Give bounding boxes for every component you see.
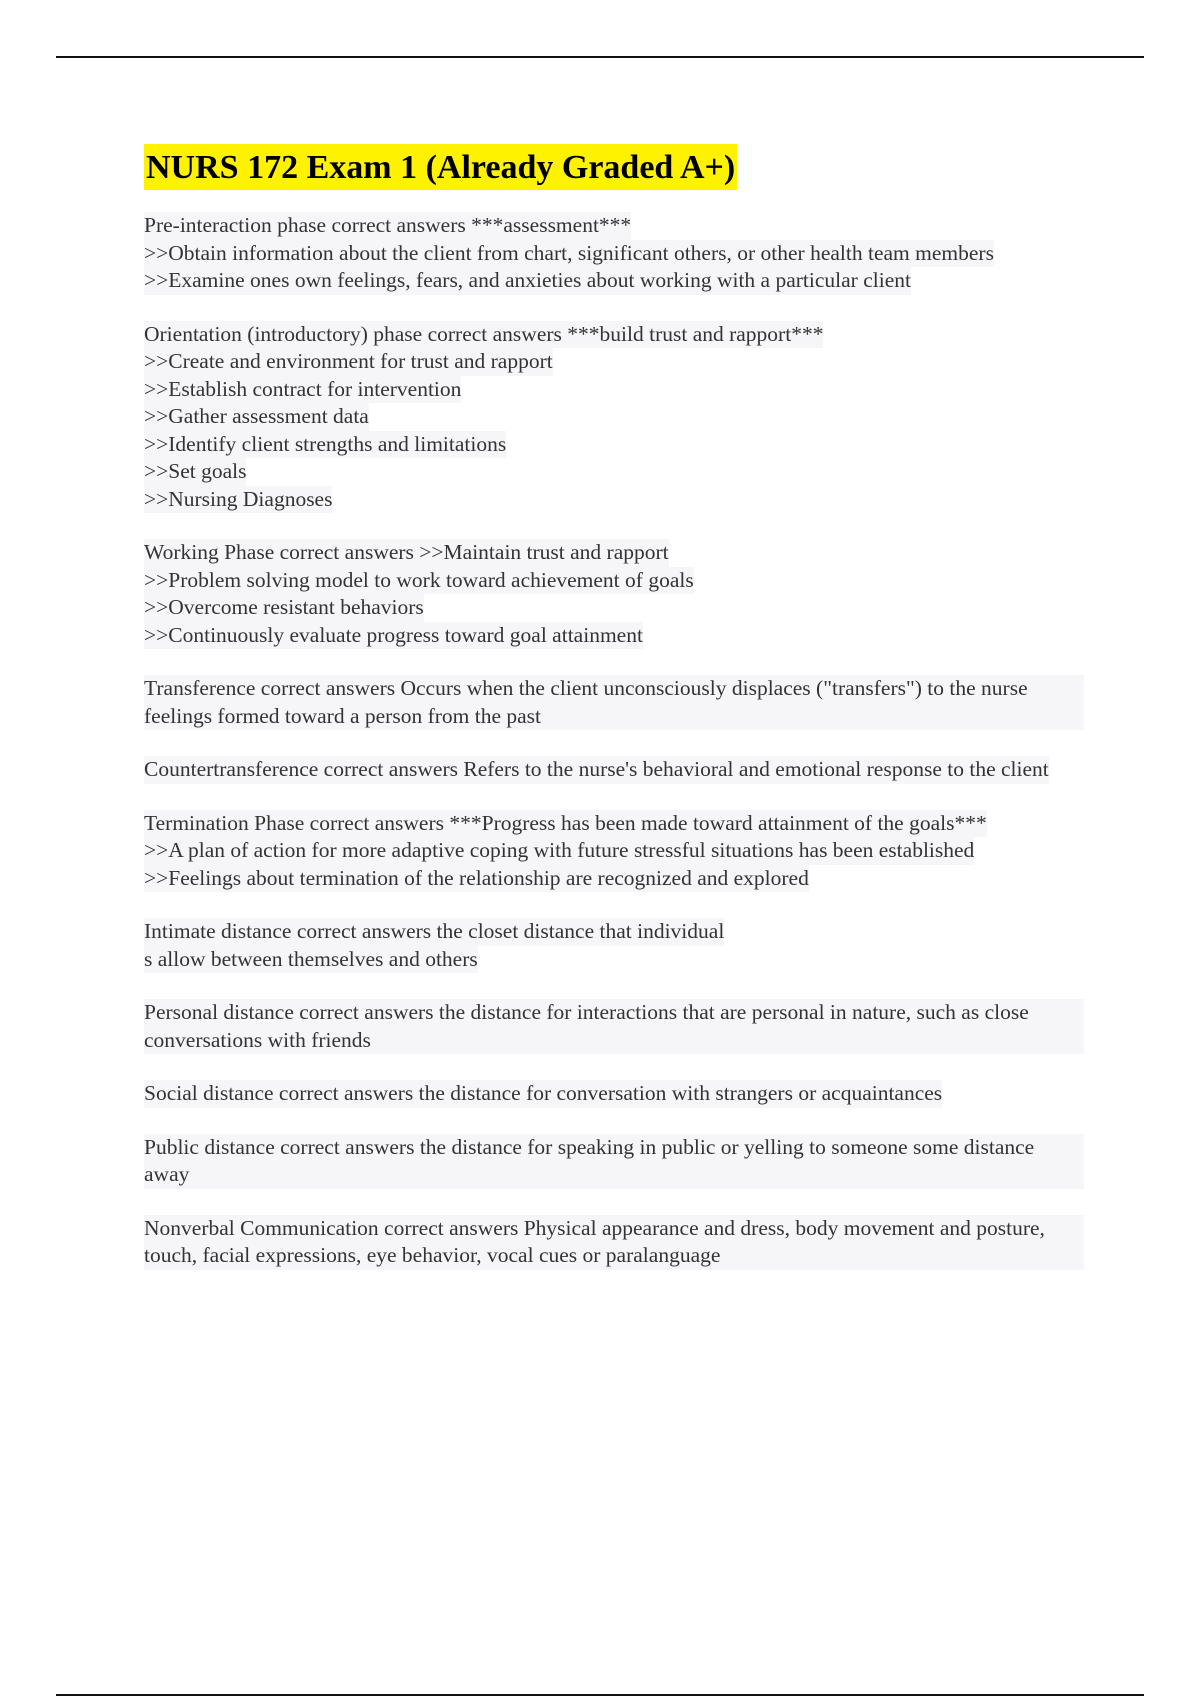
entry-line: Countertransference correct answers Refers to the nurse's behavioral and emotional response to the client bbox=[144, 756, 1049, 784]
entry-social-distance bbox=[144, 1080, 1084, 1108]
entry-line: Nonverbal Communication correct answers Physical appearance and dress, body movement and posture, touch, facial expressions, eye behavior, vocal cues or paralanguage bbox=[144, 1215, 1084, 1270]
entry-line: >>Continuously evaluate progress toward goal attainment bbox=[144, 622, 643, 650]
entry-line: Orientation (introductory) phase correct answers ***build trust and rapport*** bbox=[144, 321, 823, 349]
entry-line: Public distance correct answers the distance for speaking in public or yelling to someone some distance away bbox=[144, 1134, 1084, 1189]
entry-line: >>Gather assessment data bbox=[144, 403, 369, 431]
entry-transference bbox=[144, 675, 1084, 730]
document-body bbox=[144, 144, 1084, 1296]
entry-countertransference bbox=[144, 756, 1084, 784]
entry-line: >>Overcome resistant behaviors bbox=[144, 594, 424, 622]
entry-line: >>Feelings about termination of the relationship are recognized and explored bbox=[144, 865, 809, 893]
entry-public-distance bbox=[144, 1134, 1084, 1189]
entry-pre-interaction bbox=[144, 212, 1084, 295]
entry-line: Social distance correct answers the distance for conversation with strangers or acquaintances bbox=[144, 1080, 942, 1108]
document-title: NURS 172 Exam 1 (Already Graded A+) bbox=[144, 144, 737, 190]
entry-line: >>Identify client strengths and limitations bbox=[144, 431, 506, 459]
entry-termination-phase bbox=[144, 810, 1084, 893]
entry-intimate-distance bbox=[144, 918, 1084, 973]
entry-line: >>Nursing Diagnoses bbox=[144, 486, 332, 514]
entry-line: >>Obtain information about the client from chart, significant others, or other health team members bbox=[144, 240, 994, 268]
entry-line: Personal distance correct answers the distance for interactions that are personal in nature, such as close conversations with friends bbox=[144, 999, 1084, 1054]
top-rule bbox=[56, 56, 1144, 58]
entry-line: s allow between themselves and others bbox=[144, 946, 478, 974]
entry-working-phase bbox=[144, 539, 1084, 649]
title-block bbox=[144, 144, 1084, 190]
bottom-rule bbox=[56, 1694, 1144, 1696]
entry-orientation bbox=[144, 321, 1084, 514]
entry-line: >>Examine ones own feelings, fears, and anxieties about working with a particular client bbox=[144, 267, 911, 295]
entry-line: >>Create and environment for trust and rapport bbox=[144, 348, 553, 376]
entry-personal-distance bbox=[144, 999, 1084, 1054]
entry-nonverbal-communication bbox=[144, 1215, 1084, 1270]
entry-line: Working Phase correct answers >>Maintain trust and rapport bbox=[144, 539, 669, 567]
entry-line: >>A plan of action for more adaptive coping with future stressful situations has been established bbox=[144, 837, 974, 865]
entry-line: Intimate distance correct answers the closet distance that individual bbox=[144, 918, 724, 946]
entry-line: Pre-interaction phase correct answers ***assessment*** bbox=[144, 212, 631, 240]
entry-line: >>Set goals bbox=[144, 458, 246, 486]
entry-line: Termination Phase correct answers ***Progress has been made toward attainment of the goals*** bbox=[144, 810, 987, 838]
entry-line: >>Problem solving model to work toward achievement of goals bbox=[144, 567, 694, 595]
entry-line: Transference correct answers Occurs when the client unconsciously displaces ("transfers") to the nurse feelings formed toward a person from the past bbox=[144, 675, 1084, 730]
entry-line: >>Establish contract for intervention bbox=[144, 376, 461, 404]
